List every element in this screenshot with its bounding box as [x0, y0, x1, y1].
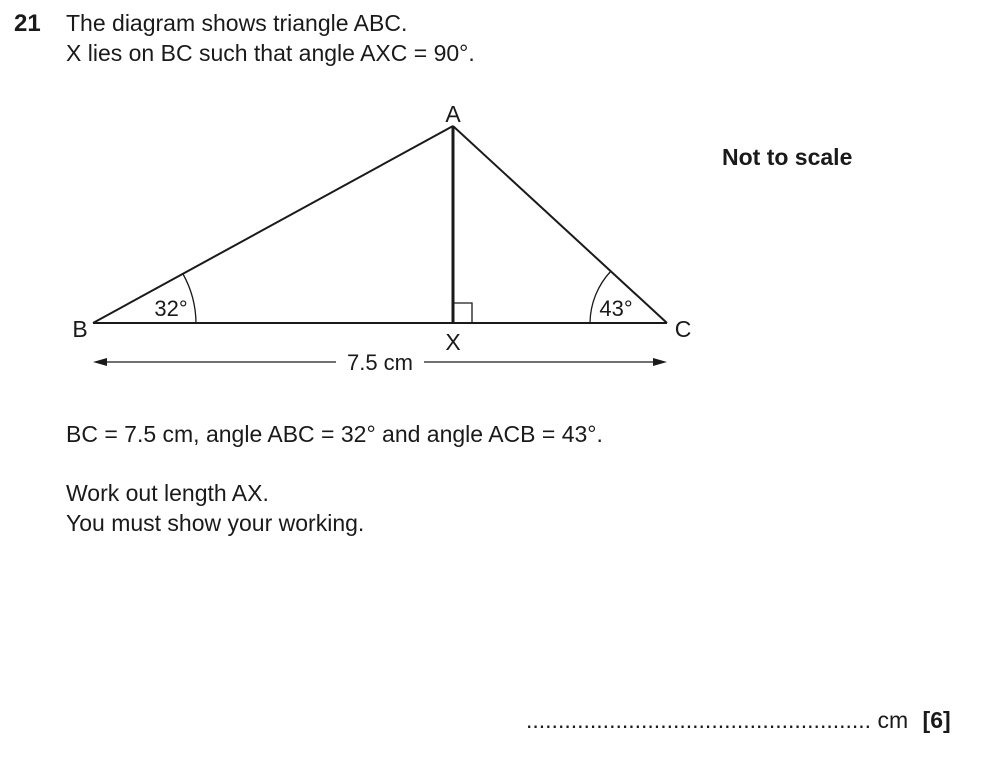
dimension-arrow-left [93, 358, 107, 366]
intro-line-1: The diagram shows triangle ABC. [66, 10, 408, 36]
answer-line [526, 707, 951, 734]
dimension-arrow-right [653, 358, 667, 366]
marks-label: [6] [922, 707, 951, 733]
vertex-a-label: A [445, 101, 461, 127]
vertex-c-label: C [674, 316, 692, 342]
side-ab [93, 126, 453, 323]
point-x-label: X [445, 329, 461, 355]
not-to-scale-label: Not to scale [722, 144, 853, 170]
side-ac [453, 126, 667, 323]
answer-dots: ...................................................... [526, 707, 872, 733]
answer-unit: cm [877, 707, 909, 733]
length-bc-label: 7.5 cm [346, 350, 414, 375]
question-number: 21 [14, 10, 41, 37]
intro-line-2: X lies on BC such that angle AXC = 90°. [66, 40, 475, 66]
task-line-2: You must show your working. [66, 510, 365, 536]
vertex-b-label: B [72, 316, 88, 342]
given-information: BC = 7.5 cm, angle ABC = 32° and angle ACB = 43°. [66, 421, 603, 447]
angle-b-label: 32° [154, 296, 188, 321]
right-angle-marker [453, 303, 472, 323]
angle-c-label: 43° [599, 296, 633, 321]
task-line-1: Work out length AX. [66, 480, 269, 506]
